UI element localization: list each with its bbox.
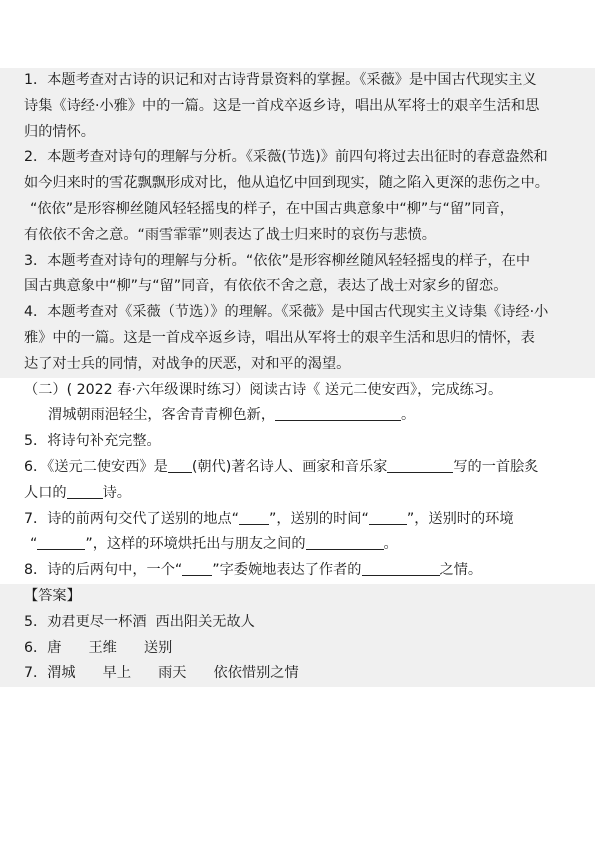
question-7-text-b: ”，送别的时间“ xyxy=(269,510,369,527)
answer-key-7: 7．渭城 早上 雨天 依依惜别之情 xyxy=(24,665,299,682)
answer-4-line-3: 达了对士兵的同情，对战争的厌恶，对和平的渴望。 xyxy=(24,355,351,372)
answer-3-line-2: 国古典意象中“柳”与“留”同音，有依依不舍之意，表达了战士对家乡的留恋。 xyxy=(24,278,508,295)
question-6-text-e: 诗。 xyxy=(102,484,131,501)
question-5: 5．将诗句补充完整。 xyxy=(24,433,161,450)
answer-3-line-1: 3．本题考查对诗句的理解与分析。“依依”是形容柳丝随风轻轻摇曳的样子，在中 xyxy=(24,252,531,269)
answer-2-line-1: 2．本题考查对诗句的理解与分析。《采薇(节选)》前四句将过去出征时的春意盎然和 xyxy=(24,149,548,166)
question-7-text-a: 7．诗的前两句交代了送别的地点“ xyxy=(24,510,240,527)
poem-type-blank[interactable] xyxy=(67,483,103,499)
question-7-text-c: ”，送别时的环境 xyxy=(406,510,514,527)
question-6-text-a: 6．《送元二使安西》是 xyxy=(24,458,168,475)
answer-2-line-3: “依依”是形容柳丝随风轻轻摇曳的样子，在中国古典意象中“柳”与“留”同音， xyxy=(30,200,514,217)
poem-blank[interactable] xyxy=(275,405,401,421)
poem-end: 。 xyxy=(401,407,416,424)
poem-text: 渭城朝雨浥轻尘，客舍青青柳色新， xyxy=(48,407,276,424)
question-6-text-b: (朝代)著名诗人、画家和音乐家 xyxy=(191,458,388,475)
answer-1-line-1: 1．本题考查对古诗的识记和对古诗背景资料的掌握。《采薇》是中国古代现实主义 xyxy=(24,72,537,88)
question-7-text-e: ”，这样的环境烘托出与朋友之间的 xyxy=(85,536,306,553)
place-blank[interactable] xyxy=(239,509,269,525)
question-6-text-d: 人口的 xyxy=(24,484,67,501)
question-7-text-f: 。 xyxy=(383,536,398,553)
character-blank[interactable] xyxy=(182,560,212,576)
answer-4-line-2: 雅》中的一篇。这是一首戍卒返乡诗，唱出从军将士的艰辛生活和思归的情怀，表 xyxy=(24,329,535,346)
question-8-text-a: 8．诗的后两句中，一个“ xyxy=(24,562,183,579)
question-6-line-2 xyxy=(24,481,577,507)
environment-blank[interactable] xyxy=(37,534,85,550)
question-8 xyxy=(24,558,577,584)
question-8-text-b: ”字委婉地表达了作者的 xyxy=(212,562,362,579)
dynasty-blank[interactable] xyxy=(168,457,192,473)
emotion-blank[interactable] xyxy=(362,560,440,576)
section-2-heading: （二）( 2022 春·六年级课时练习）阅读古诗《 送元二使安西》，完成练习。 xyxy=(24,381,503,398)
answer-1-line-2: 诗集《诗经·小雅》中的一篇。这是一首戍卒返乡诗，唱出从军将士的艰辛生活和思 xyxy=(24,97,540,114)
question-7-text-d: “ xyxy=(30,536,38,553)
poet-blank[interactable] xyxy=(387,457,453,473)
answer-2-line-2: 如今归来时的雪花飘飘形成对比，他从追忆中回到现实，随之陷入更深的悲伤之中。 xyxy=(24,175,549,192)
poem-line xyxy=(24,403,577,429)
answer-key-6: 6．唐 王维 送别 xyxy=(24,639,173,656)
question-8-text-c: 之情。 xyxy=(439,562,483,579)
answer-2-line-4: 有依依不舍之意。“雨雪霏霏”则表达了战士归来时的哀伤与悲愤。 xyxy=(24,226,436,243)
answer-key xyxy=(0,584,595,687)
question-6-text-c: 写的一首脍炙 xyxy=(453,458,539,475)
question-7-line-2 xyxy=(24,532,577,558)
answers-part1 xyxy=(0,68,595,378)
question-7-line-1 xyxy=(24,507,577,533)
answer-1-line-3: 归的情怀。 xyxy=(24,123,95,140)
answer-key-label: 【答案】 xyxy=(24,587,81,604)
question-6-line-1 xyxy=(24,455,577,481)
answer-key-5: 5．劝君更尽一杯酒 西出阳关无故人 xyxy=(24,613,255,630)
time-blank[interactable] xyxy=(369,509,407,525)
feeling-blank[interactable] xyxy=(306,534,384,550)
answer-4-line-1: 4．本题考查对《采薇（节选）》的理解。《采薇》是中国古代现实主义诗集《诗经·小 xyxy=(24,304,549,321)
